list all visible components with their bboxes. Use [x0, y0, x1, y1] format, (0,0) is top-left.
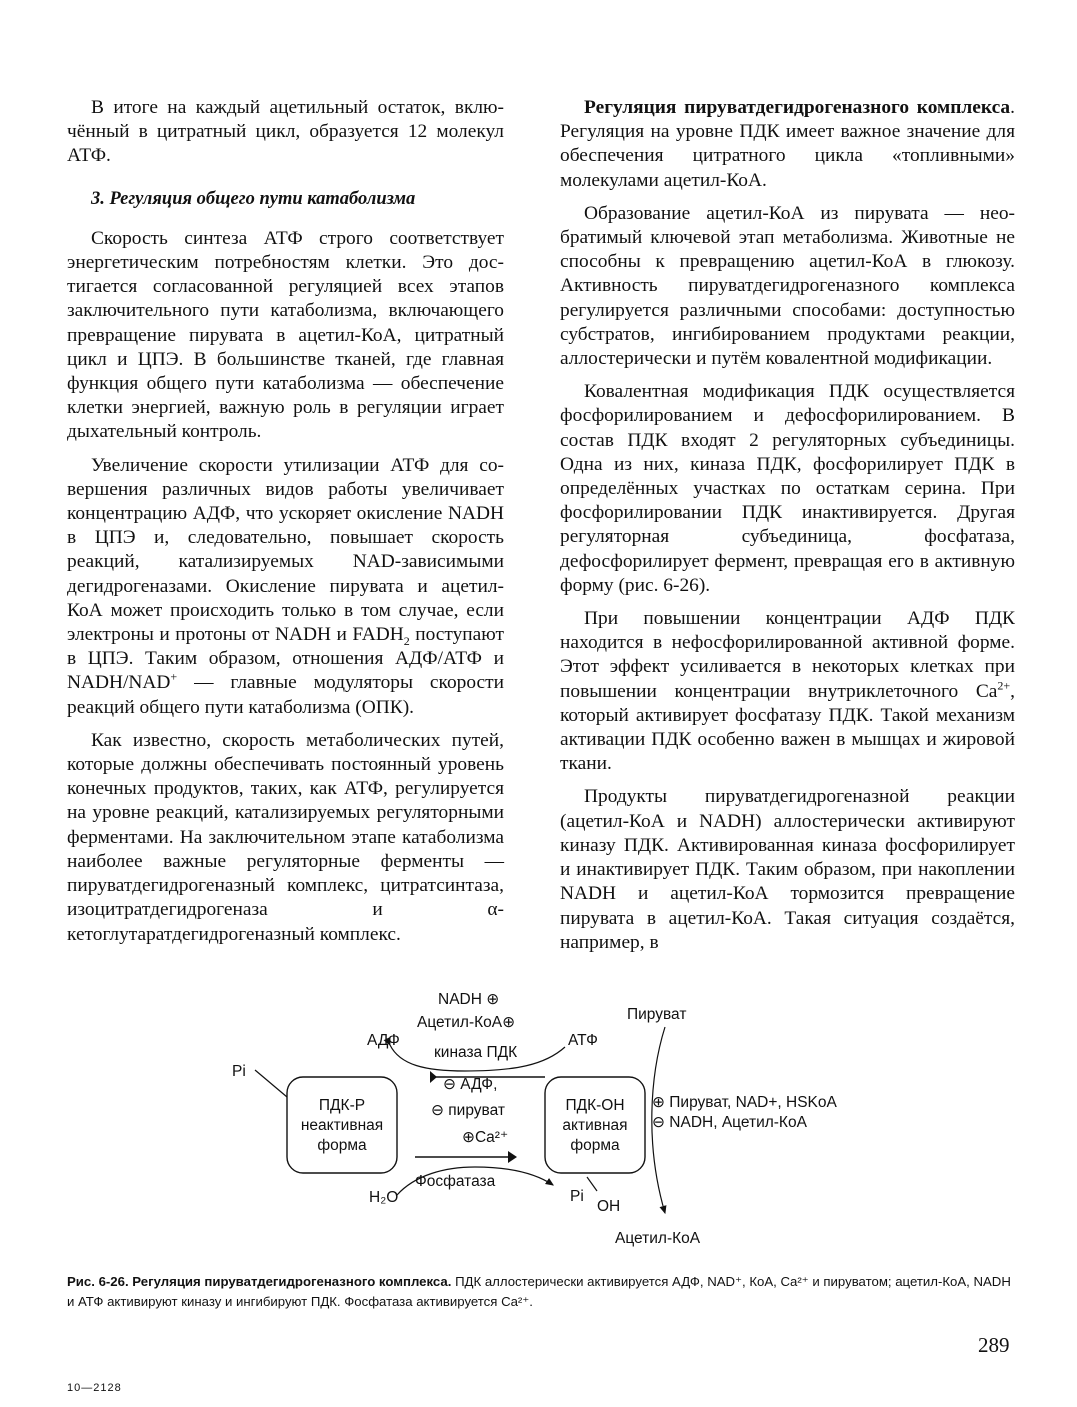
- label-pi-right: Pi: [570, 1188, 584, 1205]
- paragraph: [560, 96, 1015, 193]
- label-adp: АДФ: [367, 1032, 400, 1049]
- text-run: При повышении концентрации АДФ ПДК находится в нефосфорилированной активной форме. Этот эффект усиливается в некоторых клетках при повышении концентрации внутриклеточного Са: [560, 608, 1015, 702]
- label-ca-plus: ⊕Ca²⁺: [462, 1129, 509, 1146]
- pdk-oh-line2: активная: [562, 1117, 628, 1134]
- label-kinase: киназа ПДК: [434, 1044, 518, 1061]
- paragraph: Как известно, скорость метаболических путей, которые должны обеспечивать постоянный уровень конечных продуктов, таких, как АТФ, регулируется на уровне реакций, катализируемых регуляторными ферментами. На заключительном этапе катаболизма наиболее важные регуляторные ферменты — пируватдегидрогеназный комплекс, цитратсинтаза, изоцитратдегидрогеназа и α-кетоглутаратдегидрогеназный комплекс.: [67, 729, 504, 945]
- text-run: Увеличение скорости утилизации АТФ для совершения различных видов работы увеличивает концентрацию АДФ, что ускоряет окисление NADH в ЦПЭ и, следовательно, повышает скорость реакций, катализируемых NAD-зависимыми дегидрогеназами. Окисление пирувата и ацетил-КоА может происходить только в том случае, если электроны и протоны от NADH и FADH: [67, 454, 504, 646]
- label-phosphatase: Фосфатаза: [415, 1173, 496, 1190]
- effectors-minus: ⊖ NADH, Ацетил-КоА: [652, 1114, 807, 1131]
- regulation-diagram: [225, 985, 945, 1250]
- pdk-p-line2: неактивная: [300, 1117, 384, 1134]
- caption-text: ПДК аллостерически активируется АДФ, NAD⁺, КоА, Ca²⁺ и пируватом; ацетил-КоА, NADH и АТФ активируют киназу и ингибируют ПДК. Фосфатаза активируется Ca²⁺.: [67, 1274, 1011, 1309]
- text-run: поступают в ЦПЭ. Таким образом, отношения АДФ/АТФ и NADH/NAD: [67, 624, 504, 694]
- pi-line: [255, 1070, 287, 1097]
- caption-title: Рис. 6-26. Регуляция пируватдегидрогеназного комплекса.: [67, 1274, 452, 1289]
- label-nadh-plus: NADH ⊕: [438, 991, 500, 1008]
- paragraph: Скорость синтеза АТФ строго соответствует энергетическим потребностям клетки. Это достигается согласованной регуляцией всех этапов заключительного пути катаболизма, включающего превращение пирувата в ацетил-КоА, цитратный цикл и ЦПЭ. В большинстве тканей, где главная функция общего пути катаболизма — обеспечение клетки энергией, важную роль в регуляции играет дыхательный контроль.: [67, 227, 504, 443]
- diagram-svg: [225, 985, 945, 1250]
- text-run: — главные модуляторы скорости реакций общего пути катаболизма (ОПК).: [67, 672, 504, 718]
- label-atp: АТФ: [568, 1032, 598, 1049]
- left-column: [67, 96, 504, 956]
- pdk-oh-line3: форма: [570, 1137, 620, 1154]
- paragraph-heading: Регуляция пируватдегидрогеназного комплекса: [584, 97, 1011, 118]
- text-run: . Регуляция на уровне ПДК имеет важное значение для обеспечения цитратного цикла «топливными» молекулами ацетил-КоА.: [560, 97, 1015, 191]
- label-adp-minus: ⊖ АДФ,: [443, 1076, 498, 1093]
- pdk-oh-line1: ПДК-ОН: [565, 1097, 625, 1114]
- label-water: H₂O: [369, 1189, 399, 1206]
- section-heading: 3. Регуляция общего пути катаболизма: [91, 188, 416, 209]
- pdk-p-line1: ПДК-Р: [318, 1097, 366, 1114]
- paragraph: Образование ацетил-КоА из пирувата — необратимый ключевой этап метаболизма. Животные не способны к превращению ацетил-КоА в глюкозу. Активность пируватдегидрогеназного комплекса регулируется различными способами: доступностью субстратов, ингибированием продуктами реакции, аллостерически и путём ковалентной модификации.: [560, 202, 1015, 370]
- superscript: +: [170, 670, 178, 684]
- text-run: , который активирует фосфатазу ПДК. Такой механизм активации ПДК особенно важен в мышцах и жировой ткани.: [560, 680, 1015, 775]
- oh-line: [587, 1177, 597, 1191]
- label-oh: OH: [597, 1198, 621, 1215]
- paragraph: [560, 607, 1015, 776]
- label-acetyl-coa-plus: Ацетил-КоА⊕: [417, 1014, 516, 1031]
- paragraph: [67, 454, 504, 720]
- paragraph: Продукты пируватдегидрогеназной реакции (ацетил-КоА и NADH) аллостерически активируют киназу ПДК. Активированная киназа фосфорилирует и инактивирует ПДК. Таким образом, при накоплении NADH и ацетил-КоА тормозится превращение пирувата в ацетил-КоА. Такая ситуация создаётся, например, в: [560, 786, 1015, 953]
- effectors-plus: ⊕ Пируват, NAD+, HSKoA: [652, 1094, 837, 1111]
- label-pyruvate-top: Пируват: [627, 1006, 687, 1023]
- superscript: 2+: [997, 678, 1011, 693]
- right-column: [560, 96, 1015, 964]
- subscript: 2: [403, 633, 410, 648]
- pdk-p-line3: форма: [317, 1137, 367, 1154]
- print-code: 10—2128: [67, 1382, 122, 1394]
- paragraph: Ковалентная модификация ПДК осуществляется фосфорилированием и дефосфорилированием. В состав ПДК входят 2 регуляторных субъединицы. Одна из них, киназа ПДК, фосфорилирует ПДК в определённых участках по остаткам серина. При фосфорилировании ПДК инактивируется. Другая регуляторная субъединица, фосфатаза, дефосфорилирует фермент, превращая его в активную форму (рис. 6-26).: [560, 381, 1015, 596]
- figure-caption: [67, 1272, 1017, 1312]
- phosphatase-arrowhead: [508, 1151, 517, 1163]
- label-pi-left: Pi: [232, 1063, 246, 1080]
- kinase-arrowhead: [430, 1071, 437, 1083]
- label-acetyl-coa-bottom: Ацетил-КоА: [615, 1230, 701, 1247]
- paragraph: В итоге на каждый ацетильный остаток, включённый в цитратный цикл, образуется 12 молекул АТФ.: [67, 97, 504, 167]
- label-pyruvate-minus: ⊖ пируват: [431, 1102, 505, 1119]
- page-number: 289: [978, 1333, 1010, 1357]
